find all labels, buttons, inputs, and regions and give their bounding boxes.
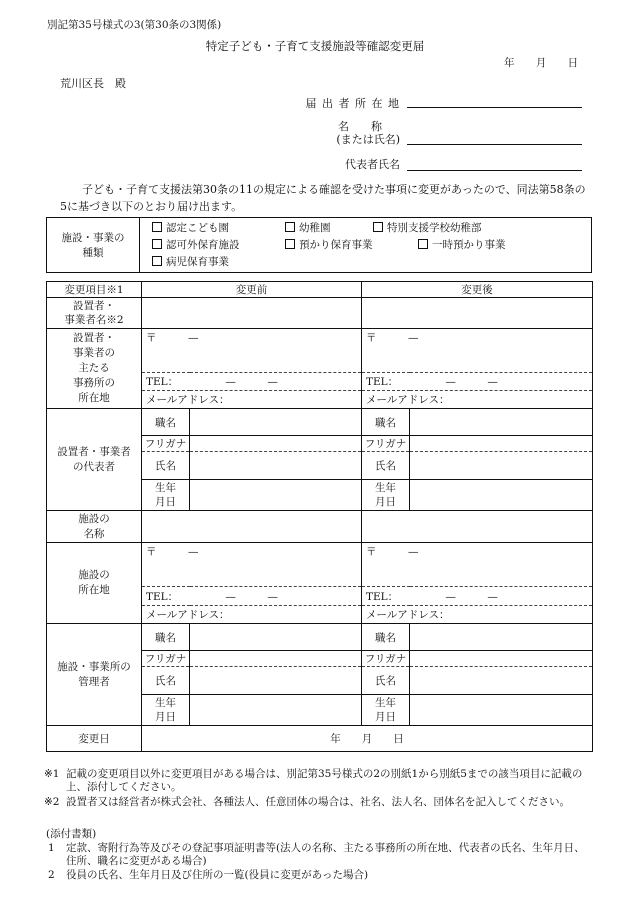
rep-furigana-label-after: フリガナ <box>362 436 410 452</box>
mgr-position-after[interactable] <box>410 624 593 651</box>
rep-name-label-after: 氏名 <box>362 452 410 480</box>
rep-label: 設置者・事業者 の代表者 <box>47 409 142 511</box>
founder-postal-before[interactable]: 〒 — <box>142 329 362 373</box>
addressee: 荒川区長 殿 <box>60 77 126 90</box>
notifier-name-label: 名 称 <box>338 120 382 133</box>
facility-postal-before[interactable]: 〒 — <box>142 543 362 587</box>
rep-birth-label-before: 生年 月日 <box>142 480 190 511</box>
rep-name-label-before: 氏名 <box>142 452 190 480</box>
facility-tel-after[interactable]: TEL： — — <box>362 587 593 606</box>
mgr-furigana-label-before: フリガナ <box>142 651 190 667</box>
founder-tel-after[interactable]: TEL： — — <box>362 373 593 391</box>
form-number: 別記第35号様式の3(第30条の3関係) <box>47 19 222 31</box>
facility-name-label: 施設の 名称 <box>47 511 142 543</box>
rep-position-label-before: 職名 <box>142 409 190 436</box>
intro-paragraph: 子ども・子育て支援法第30条の11の規定による確認を受けた事項に変更があったので、同法第58条の5に基づき以下のとおり届け出ます。 <box>60 183 586 213</box>
option-youchien[interactable]: 幼稚園 <box>285 220 373 237</box>
facility-name-before[interactable] <box>142 511 362 543</box>
mgr-birth-label-after: 生年 月日 <box>362 695 410 726</box>
header-before: 変更前 <box>142 282 362 298</box>
notifier-address-field[interactable] <box>407 107 582 108</box>
founder-office-label: 設置者・ 事業者の 主たる 事務所の 所在地 <box>47 329 142 409</box>
notifier-name-label-sub: (または氏名) <box>336 133 400 146</box>
checkbox-icon[interactable] <box>152 256 162 266</box>
notifier-address-label: 届 出 者 所 在 地 <box>305 97 400 110</box>
rep-position-after[interactable] <box>410 409 593 436</box>
rep-name-label: 代表者氏名 <box>345 158 400 171</box>
option-ninkagai[interactable]: 認可外保育施設 <box>152 237 285 254</box>
mgr-position-label-before: 職名 <box>142 624 190 651</box>
notifier-name-field[interactable] <box>407 144 582 145</box>
mgr-furigana-after[interactable] <box>410 651 593 667</box>
mgr-birth-after[interactable] <box>410 695 593 726</box>
change-table <box>46 281 593 752</box>
rep-position-before[interactable] <box>190 409 362 436</box>
table-row <box>47 329 593 373</box>
option-kodomoen[interactable]: 認定こども園 <box>152 220 285 237</box>
founder-postal-after[interactable]: 〒 — <box>362 329 593 373</box>
checkbox-icon[interactable] <box>418 239 428 249</box>
founder-name-before[interactable] <box>142 298 362 329</box>
table-row <box>47 298 593 329</box>
facility-tel-before[interactable]: TEL： — — <box>142 587 362 606</box>
rep-birth-before[interactable] <box>190 480 362 511</box>
mgr-birth-before[interactable] <box>190 695 362 726</box>
facility-type-options <box>140 218 592 273</box>
facility-postal-after[interactable]: 〒 — <box>362 543 593 587</box>
mgr-name-after[interactable] <box>410 667 593 695</box>
facility-location-label: 施設の 所在地 <box>47 543 142 624</box>
mgr-furigana-before[interactable] <box>190 651 362 667</box>
change-date-label: 変更日 <box>47 726 142 752</box>
facility-type-label: 施設・事業の 種類 <box>47 218 140 273</box>
mgr-name-before[interactable] <box>190 667 362 695</box>
option-ichiji[interactable]: 一時預かり事業 <box>418 237 506 254</box>
header-after: 変更後 <box>362 282 593 298</box>
mgr-birth-label-before: 生年 月日 <box>142 695 190 726</box>
rep-furigana-label-before: フリガナ <box>142 436 190 452</box>
notes: ※1 記載の変更項目以外に変更項目がある場合は、別記第35号様式の2の別紙1から別紙5までの該当項目に記載の上、添付してください。 ※2 設置者又は経営者が株式会社、各種法人、任意団体の場合は、社名、法人名、団体名を記入してください。 <box>44 768 583 808</box>
option-azukari[interactable]: 預かり保育事業 <box>285 237 418 254</box>
checkbox-icon[interactable] <box>373 222 383 232</box>
attachments-heading: (添付書類) <box>46 828 97 840</box>
founder-email-after[interactable]: メールアドレス： <box>362 391 593 409</box>
change-date-value[interactable]: 年 月 日 <box>142 726 593 752</box>
header-item: 変更項目※1 <box>47 282 142 298</box>
table-row <box>47 409 593 436</box>
checkbox-icon[interactable] <box>285 222 295 232</box>
mgr-name-label-before: 氏名 <box>142 667 190 695</box>
rep-name-field[interactable] <box>407 170 582 171</box>
rep-furigana-before[interactable] <box>190 436 362 452</box>
table-row <box>47 511 593 543</box>
date-line <box>504 55 578 70</box>
mgr-furigana-label-after: フリガナ <box>362 651 410 667</box>
facility-name-after[interactable] <box>362 511 593 543</box>
option-tokubetsu[interactable]: 特別支援学校幼稚部 <box>373 220 482 237</box>
rep-furigana-after[interactable] <box>410 436 593 452</box>
table-row <box>47 543 593 587</box>
mgr-position-before[interactable] <box>190 624 362 651</box>
facility-type-table <box>46 217 592 273</box>
rep-birth-label-after: 生年 月日 <box>362 480 410 511</box>
checkbox-icon[interactable] <box>285 239 295 249</box>
manager-label: 施設・事業所の 管理者 <box>47 624 142 726</box>
checkbox-icon[interactable] <box>152 239 162 249</box>
founder-name-after[interactable] <box>362 298 593 329</box>
rep-name-after[interactable] <box>410 452 593 480</box>
table-row <box>47 624 593 651</box>
page-title: 特定子ども・子育て支援施設等確認変更届 <box>205 39 425 53</box>
rep-birth-after[interactable] <box>410 480 593 511</box>
rep-position-label-after: 職名 <box>362 409 410 436</box>
founder-name-label: 設置者・ 事業者名※2 <box>47 298 142 329</box>
mgr-name-label-after: 氏名 <box>362 667 410 695</box>
table-row <box>47 726 593 752</box>
table-header-row <box>47 282 593 298</box>
date-text: 年 月 日 <box>504 57 579 69</box>
checkbox-icon[interactable] <box>152 222 162 232</box>
option-byouji[interactable]: 病児保育事業 <box>152 254 229 271</box>
rep-name-before[interactable] <box>190 452 362 480</box>
founder-email-before[interactable]: メールアドレス： <box>142 391 362 409</box>
facility-email-after[interactable]: メールアドレス： <box>362 606 593 624</box>
founder-tel-before[interactable]: TEL： — — <box>142 373 362 391</box>
mgr-position-label-after: 職名 <box>362 624 410 651</box>
attachments-list: 1 定款、寄附行為等及びその登記事項証明書等(法人の名称、主たる事務所の所在地、代表者の氏名、生年月日、住所、職名に変更がある場合) 2 役員の氏名、生年月日及び住所の一覧(役員に変更があった場合) <box>48 842 585 881</box>
facility-email-before[interactable]: メールアドレス： <box>142 606 362 624</box>
